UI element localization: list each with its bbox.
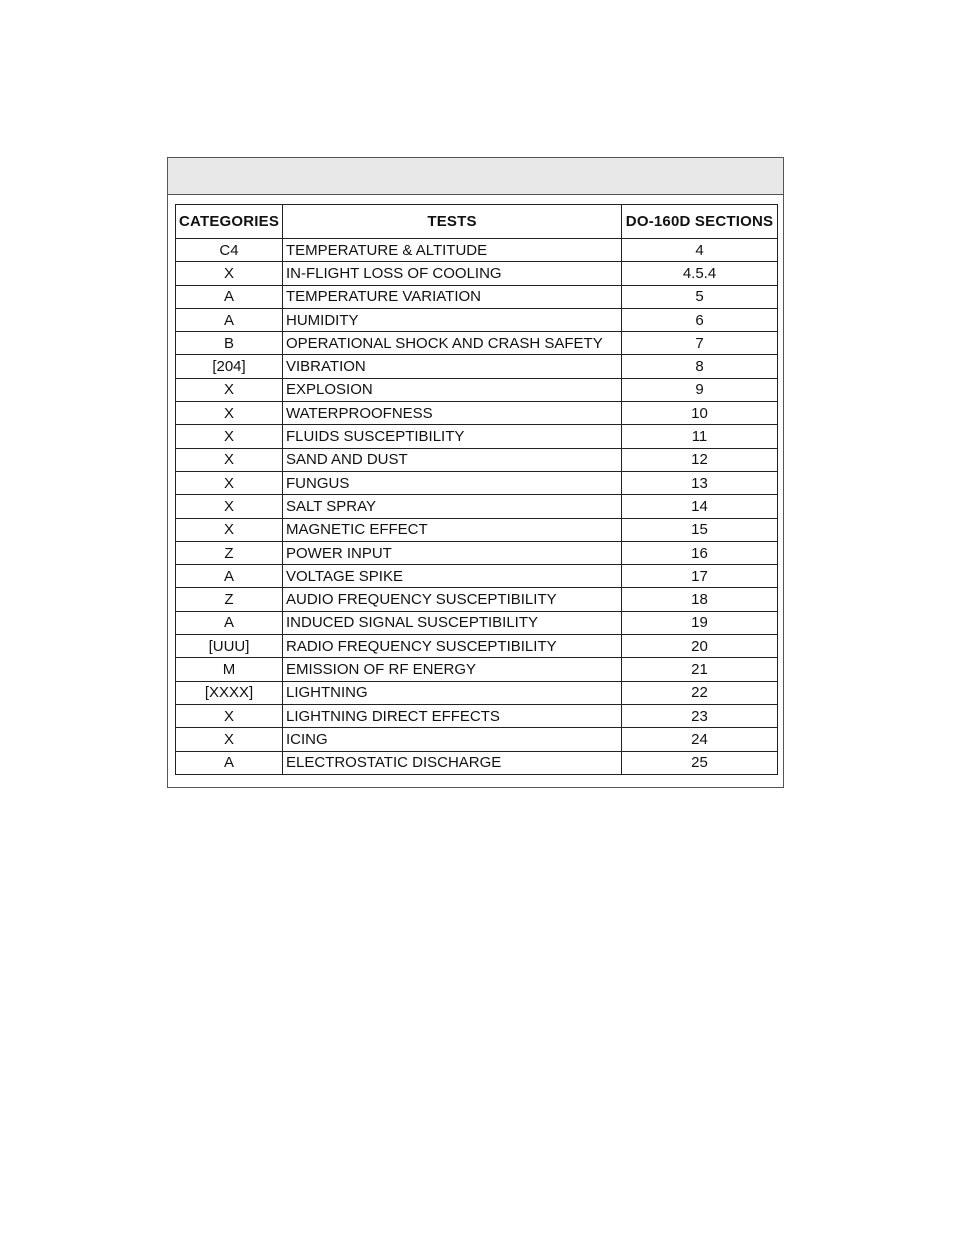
table-header-row	[176, 205, 778, 239]
row-test-cell: EMISSION OF RF ENERGY	[283, 658, 622, 681]
table-row	[176, 355, 778, 378]
environmental-qualification-table	[175, 204, 778, 775]
row-section-cell: 15	[622, 518, 778, 541]
row-category-cell: X	[176, 262, 283, 285]
row-test-cell: MAGNETIC EFFECT	[283, 518, 622, 541]
row-test-cell: ELECTROSTATIC DISCHARGE	[283, 751, 622, 774]
row-section-cell: 7	[622, 332, 778, 355]
row-category-cell: X	[176, 518, 283, 541]
row-category-cell: X	[176, 471, 283, 494]
row-test-cell: VOLTAGE SPIKE	[283, 565, 622, 588]
row-test-cell: FUNGUS	[283, 471, 622, 494]
row-test-cell: HUMIDITY	[283, 308, 622, 331]
row-category-cell: X	[176, 728, 283, 751]
row-category-cell: [UUU]	[176, 635, 283, 658]
row-section-cell: 21	[622, 658, 778, 681]
table-row	[176, 728, 778, 751]
row-section-cell: 8	[622, 355, 778, 378]
table-row	[176, 471, 778, 494]
row-category-cell: [XXXX]	[176, 681, 283, 704]
table-row	[176, 704, 778, 727]
row-section-cell: 6	[622, 308, 778, 331]
row-section-cell: 14	[622, 495, 778, 518]
row-category-cell: A	[176, 285, 283, 308]
table-row	[176, 425, 778, 448]
table-row	[176, 402, 778, 425]
row-category-cell: C4	[176, 239, 283, 262]
row-category-cell: Z	[176, 588, 283, 611]
column-header-sections: DO-160D SECTIONS	[622, 205, 778, 239]
table-row	[176, 588, 778, 611]
row-category-cell: X	[176, 402, 283, 425]
row-category-cell: [204]	[176, 355, 283, 378]
row-section-cell: 20	[622, 635, 778, 658]
row-test-cell: OPERATIONAL SHOCK AND CRASH SAFETY	[283, 332, 622, 355]
table-row	[176, 751, 778, 774]
table-row	[176, 378, 778, 401]
row-test-cell: TEMPERATURE & ALTITUDE	[283, 239, 622, 262]
table-row	[176, 448, 778, 471]
row-section-cell: 9	[622, 378, 778, 401]
row-section-cell: 4.5.4	[622, 262, 778, 285]
table-row	[176, 262, 778, 285]
row-section-cell: 10	[622, 402, 778, 425]
row-section-cell: 24	[622, 728, 778, 751]
row-test-cell: WATERPROOFNESS	[283, 402, 622, 425]
row-test-cell: LIGHTNING	[283, 681, 622, 704]
table-row	[176, 658, 778, 681]
table-row	[176, 239, 778, 262]
qualification-panel	[167, 157, 784, 788]
row-section-cell: 18	[622, 588, 778, 611]
row-category-cell: X	[176, 495, 283, 518]
table-row	[176, 611, 778, 634]
row-test-cell: SAND AND DUST	[283, 448, 622, 471]
row-category-cell: X	[176, 378, 283, 401]
row-test-cell: TEMPERATURE VARIATION	[283, 285, 622, 308]
row-test-cell: EXPLOSION	[283, 378, 622, 401]
row-section-cell: 12	[622, 448, 778, 471]
row-test-cell: VIBRATION	[283, 355, 622, 378]
table-body	[176, 239, 778, 775]
panel-header-bar	[168, 158, 783, 195]
table-row	[176, 332, 778, 355]
column-header-tests: TESTS	[283, 205, 622, 239]
row-section-cell: 22	[622, 681, 778, 704]
table-row	[176, 518, 778, 541]
row-section-cell: 16	[622, 541, 778, 564]
table-row	[176, 541, 778, 564]
table-row	[176, 495, 778, 518]
table-row	[176, 635, 778, 658]
row-section-cell: 5	[622, 285, 778, 308]
row-category-cell: X	[176, 425, 283, 448]
row-test-cell: AUDIO FREQUENCY SUSCEPTIBILITY	[283, 588, 622, 611]
row-section-cell: 13	[622, 471, 778, 494]
row-test-cell: FLUIDS SUSCEPTIBILITY	[283, 425, 622, 448]
row-section-cell: 25	[622, 751, 778, 774]
row-test-cell: POWER INPUT	[283, 541, 622, 564]
row-category-cell: M	[176, 658, 283, 681]
column-header-categories: CATEGORIES	[176, 205, 283, 239]
row-category-cell: A	[176, 611, 283, 634]
row-category-cell: B	[176, 332, 283, 355]
row-test-cell: INDUCED SIGNAL SUSCEPTIBILITY	[283, 611, 622, 634]
row-test-cell: RADIO FREQUENCY SUSCEPTIBILITY	[283, 635, 622, 658]
row-category-cell: A	[176, 565, 283, 588]
table-row	[176, 681, 778, 704]
row-test-cell: LIGHTNING DIRECT EFFECTS	[283, 704, 622, 727]
row-category-cell: A	[176, 308, 283, 331]
row-section-cell: 23	[622, 704, 778, 727]
row-category-cell: Z	[176, 541, 283, 564]
row-category-cell: X	[176, 704, 283, 727]
table-row	[176, 308, 778, 331]
row-section-cell: 17	[622, 565, 778, 588]
table-row	[176, 565, 778, 588]
row-test-cell: IN-FLIGHT LOSS OF COOLING	[283, 262, 622, 285]
row-section-cell: 11	[622, 425, 778, 448]
row-test-cell: ICING	[283, 728, 622, 751]
row-test-cell: SALT SPRAY	[283, 495, 622, 518]
row-section-cell: 19	[622, 611, 778, 634]
row-category-cell: A	[176, 751, 283, 774]
row-category-cell: X	[176, 448, 283, 471]
row-section-cell: 4	[622, 239, 778, 262]
table-row	[176, 285, 778, 308]
